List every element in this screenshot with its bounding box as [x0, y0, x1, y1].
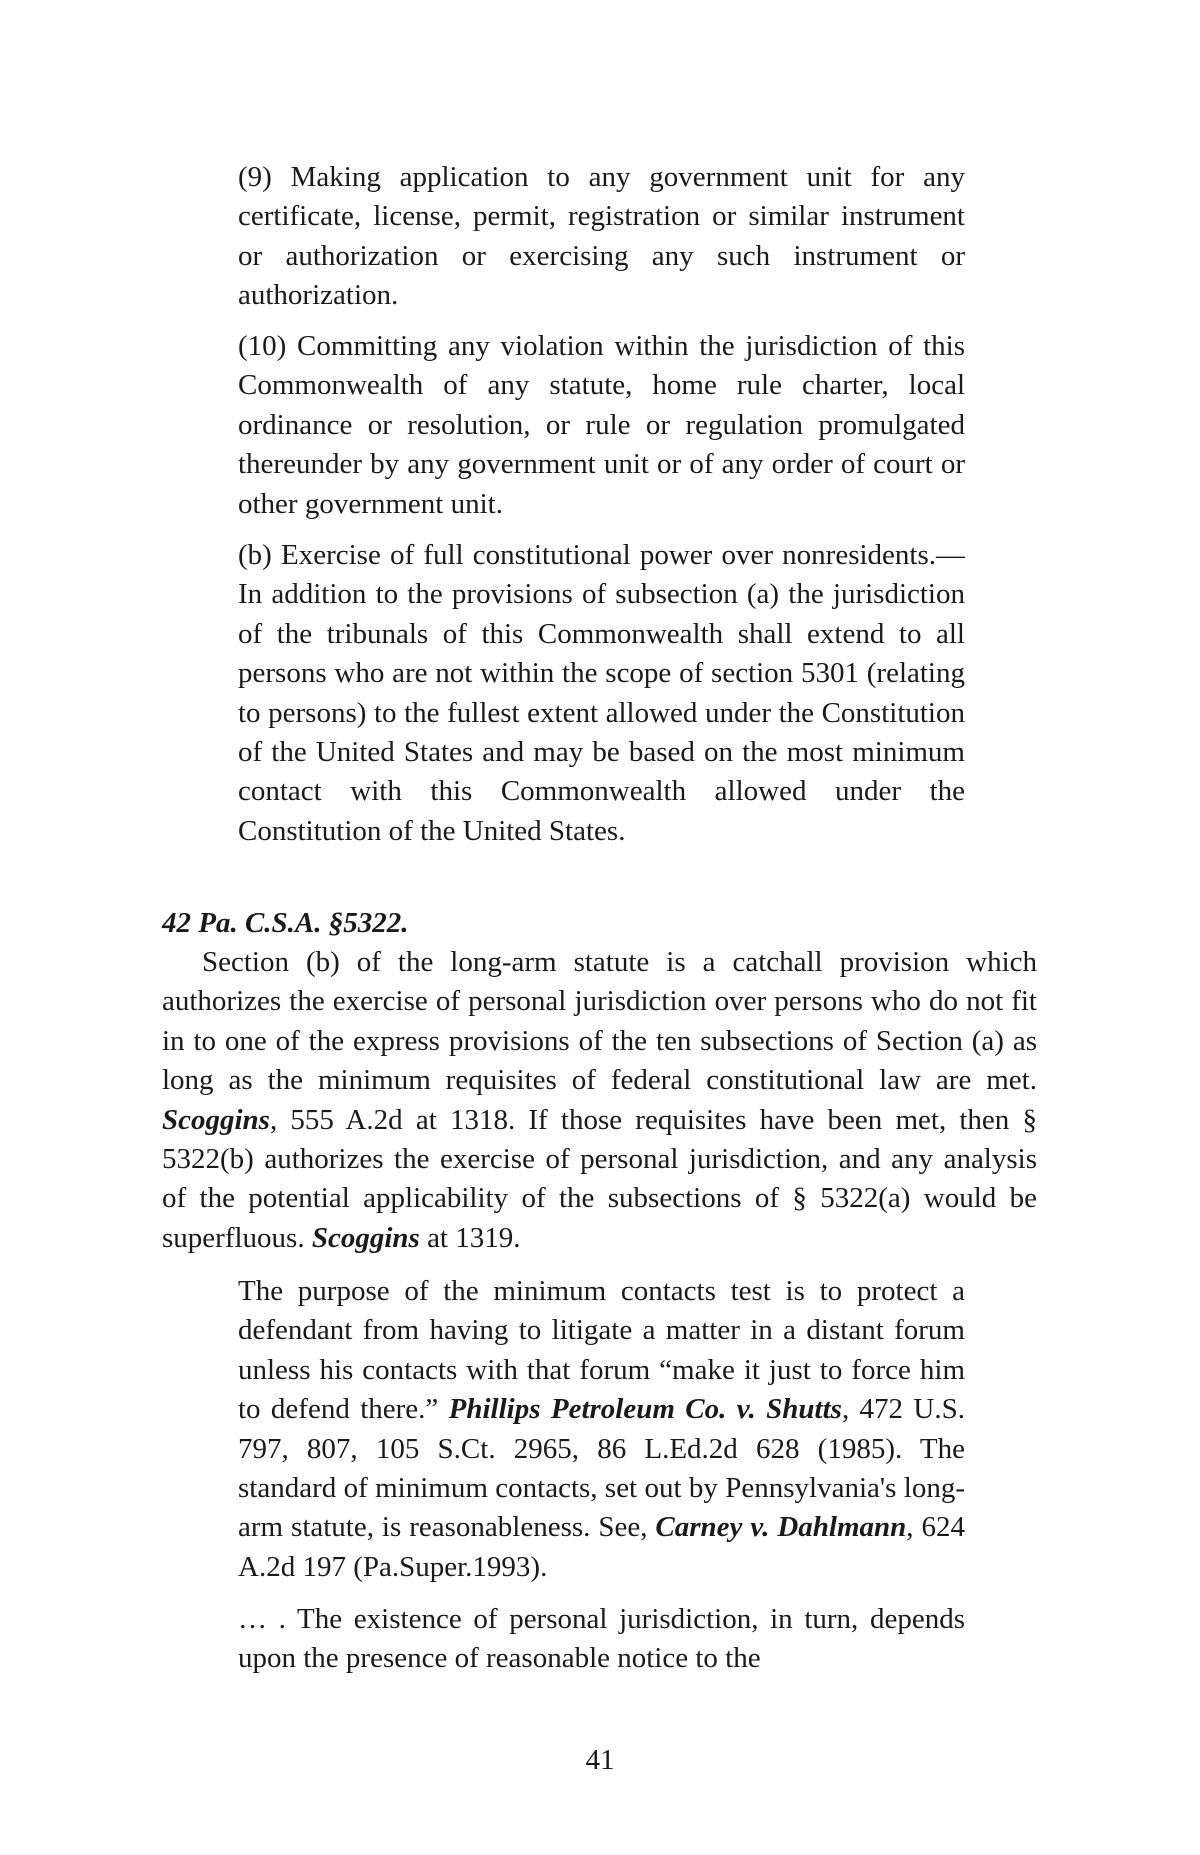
body-text-part2: , 555 A.2d at 1318. If those requisites have been met, then § 5322(b) authorizes the exercise of personal jurisdiction, and any analysis of the potential applicability of the subsections of § 5322(a) would be superfluous. — [162, 1103, 1037, 1254]
quote-text-part1: The purpose of the minimum contacts test is to protect a defendant from having to litigate a matter in a distant forum unless his contacts with that forum “make it just to force him to defend there.” — [238, 1275, 965, 1426]
quote-text-part3: , 624 A.2d 197 (Pa.Super.1993). — [238, 1511, 965, 1583]
case-name-carney: Carney v. Dahlmann — [655, 1511, 907, 1544]
case-name-scoggins: Scoggins — [162, 1103, 270, 1136]
case-name-scoggins-2: Scoggins — [311, 1221, 420, 1254]
block-quote-minimum-contacts — [238, 1272, 965, 1587]
statute-paragraph-b: (b) Exercise of full constitutional power over nonresidents.—In addition to the provisions of subsection (a) the jurisdiction of the tribunals of this Commonwealth shall extend to all persons who are not within the scope of section 5301 (relating to persons) to the fullest extent allowed under the Constitution of the United States and may be based on the most minimum contact with this Commonwealth allowed under the Constitution of the United States. — [238, 539, 965, 847]
body-text-part3: at 1319. — [419, 1221, 521, 1254]
statute-paragraph-9: (9) Making application to any government unit for any certificate, license, permit, registration or similar instrument or authorization or exercising any such instrument or authorization. — [238, 161, 965, 312]
body-text-part1: Section (b) of the long-arm statute is a catchall provision which authorizes the exercise of personal jurisdiction over persons who do not fit in to one of the express provisions of the ten subsections of Section (a) as long as the minimum requisites of federal constitutional law are met. — [162, 946, 1037, 1097]
block-quote-personal-jurisdiction: … . The existence of personal jurisdiction, in turn, depends upon the presence of reasonable notice to the — [238, 1603, 965, 1675]
statute-citation: 42 Pa. C.S.A. §5322. — [162, 907, 409, 939]
body-paragraph — [162, 943, 1037, 1258]
case-name-phillips-petroleum: Phillips Petroleum Co. v. Shutts — [448, 1393, 842, 1426]
statute-paragraph-10: (10) Committing any violation within the jurisdiction of this Commonwealth of any statute, home rule charter, local ordinance or resolution, or rule or regulation promulgated thereunder by any government unit or of any order of court or other government unit. — [238, 330, 965, 520]
quote-text-part2: , 472 U.S. 797, 807, 105 S.Ct. 2965, 86 L.Ed.2d 628 (1985). The standard of minimum contacts, set out by Pennsylvania's long-arm statute, is reasonableness. See, — [238, 1393, 965, 1544]
page-number: 41 — [585, 1744, 615, 1776]
